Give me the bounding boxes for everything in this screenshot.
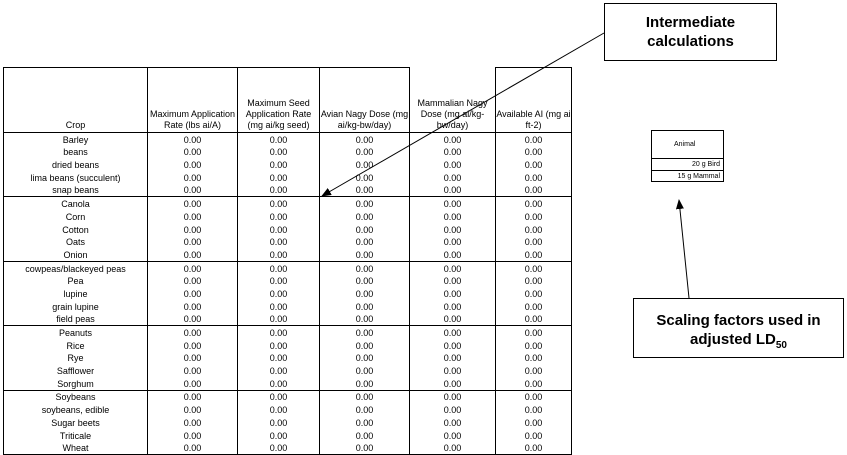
value-cell: 0.00 [410, 313, 496, 326]
value-cell: 0.00 [496, 326, 572, 339]
value-cell: 0.00 [238, 171, 320, 184]
value-cell: 0.00 [496, 223, 572, 236]
value-cell: 0.00 [320, 313, 410, 326]
value-cell: 0.00 [320, 300, 410, 313]
value-cell: 0.00 [238, 248, 320, 261]
crop-cell: Safflower [4, 364, 148, 377]
value-cell: 0.00 [238, 300, 320, 313]
value-cell: 0.00 [238, 377, 320, 390]
value-cell: 0.00 [320, 326, 410, 339]
value-cell: 0.00 [496, 146, 572, 159]
value-cell: 0.00 [410, 210, 496, 223]
header-avian-nagy-dose: Avian Nagy Dose (mg ai/kg-bw/day) [320, 68, 410, 133]
header-max-seed-rate: Maximum Seed Application Rate (mg ai/kg seed) [238, 68, 320, 133]
value-cell: 0.00 [320, 261, 410, 274]
value-cell: 0.00 [496, 210, 572, 223]
crop-cell: Canola [4, 197, 148, 210]
value-cell: 0.00 [496, 313, 572, 326]
ld-label: adjusted LD [690, 331, 776, 348]
value-cell: 0.00 [410, 364, 496, 377]
value-cell: 0.00 [320, 364, 410, 377]
value-cell: 0.00 [496, 275, 572, 288]
crop-cell: grain lupine [4, 300, 148, 313]
value-cell: 0.00 [496, 261, 572, 274]
value-cell: 0.00 [148, 364, 238, 377]
value-cell: 0.00 [410, 442, 496, 455]
value-cell: 0.00 [148, 326, 238, 339]
value-cell: 0.00 [148, 390, 238, 403]
crop-cell: Oats [4, 236, 148, 249]
value-cell: 0.00 [238, 313, 320, 326]
value-cell: 0.00 [238, 287, 320, 300]
value-cell: 0.00 [410, 146, 496, 159]
value-cell: 0.00 [148, 275, 238, 288]
value-cell: 0.00 [148, 197, 238, 210]
value-cell: 0.00 [320, 429, 410, 442]
value-cell: 0.00 [496, 377, 572, 390]
value-cell: 0.00 [238, 133, 320, 146]
value-cell: 0.00 [148, 403, 238, 416]
value-cell: 0.00 [238, 364, 320, 377]
value-cell: 0.00 [238, 197, 320, 210]
value-cell: 0.00 [148, 146, 238, 159]
value-cell: 0.00 [238, 442, 320, 455]
value-cell: 0.00 [410, 275, 496, 288]
value-cell: 0.00 [496, 287, 572, 300]
value-cell: 0.00 [320, 210, 410, 223]
crop-cell: soybeans, edible [4, 403, 148, 416]
value-cell: 0.00 [496, 300, 572, 313]
header-available-ai: Available AI (mg ai ft-2) [496, 68, 572, 133]
value-cell: 0.00 [320, 442, 410, 455]
value-cell: 0.00 [148, 248, 238, 261]
crop-cell: Rye [4, 352, 148, 365]
value-cell: 0.00 [320, 339, 410, 352]
crop-cell: lupine [4, 287, 148, 300]
value-cell: 0.00 [410, 339, 496, 352]
value-cell: 0.00 [148, 429, 238, 442]
crop-cell: Soybeans [4, 390, 148, 403]
value-cell: 0.00 [238, 223, 320, 236]
value-cell: 0.00 [148, 236, 238, 249]
crop-cell: beans [4, 146, 148, 159]
value-cell: 0.00 [410, 248, 496, 261]
crop-cell: Sorghum [4, 377, 148, 390]
value-cell: 0.00 [410, 133, 496, 146]
value-cell: 0.00 [320, 171, 410, 184]
value-cell: 0.00 [148, 352, 238, 365]
value-cell: 0.00 [496, 390, 572, 403]
value-cell: 0.00 [238, 352, 320, 365]
value-cell: 0.00 [238, 236, 320, 249]
value-cell: 0.00 [238, 261, 320, 274]
value-cell: 0.00 [320, 236, 410, 249]
header-max-app-rate: Maximum Application Rate (lbs ai/A) [148, 68, 238, 133]
crop-cell: Rice [4, 339, 148, 352]
value-cell: 0.00 [496, 352, 572, 365]
value-cell: 0.00 [496, 133, 572, 146]
value-cell: 0.00 [410, 403, 496, 416]
crop-cell: Onion [4, 248, 148, 261]
value-cell: 0.00 [238, 339, 320, 352]
value-cell: 0.00 [320, 146, 410, 159]
value-cell: 0.00 [410, 326, 496, 339]
intermediate-arrow [322, 33, 604, 196]
value-cell: 0.00 [238, 184, 320, 197]
value-cell: 0.00 [496, 429, 572, 442]
crop-cell: Wheat [4, 442, 148, 455]
value-cell: 0.00 [320, 184, 410, 197]
value-cell: 0.00 [496, 339, 572, 352]
value-cell: 0.00 [238, 210, 320, 223]
value-cell: 0.00 [496, 197, 572, 210]
value-cell: 0.00 [496, 248, 572, 261]
crop-cell: Corn [4, 210, 148, 223]
value-cell: 0.00 [496, 416, 572, 429]
callout-line: calculations [647, 33, 734, 50]
header-mammalian-nagy-dose: Mammalian Nagy Dose (mg ai/kg-bw/day) [410, 68, 496, 133]
value-cell: 0.00 [148, 133, 238, 146]
crop-cell: cowpeas/blackeyed peas [4, 261, 148, 274]
value-cell: 0.00 [148, 300, 238, 313]
value-cell: 0.00 [238, 429, 320, 442]
value-cell: 0.00 [410, 300, 496, 313]
value-cell: 0.00 [410, 377, 496, 390]
value-cell: 0.00 [148, 416, 238, 429]
value-cell: 0.00 [238, 146, 320, 159]
crop-cell: Pea [4, 275, 148, 288]
value-cell: 0.00 [148, 313, 238, 326]
crop-cell: Peanuts [4, 326, 148, 339]
animal-row-bird: 20 g Bird [652, 159, 723, 171]
callout-line: Scaling factors used in [656, 312, 821, 329]
value-cell: 0.00 [238, 416, 320, 429]
value-cell: 0.00 [320, 158, 410, 171]
value-cell: 0.00 [320, 287, 410, 300]
crop-cell: lima beans (succulent) [4, 171, 148, 184]
value-cell: 0.00 [320, 390, 410, 403]
scaling-arrow [679, 200, 689, 298]
value-cell: 0.00 [148, 210, 238, 223]
ld-subscript: 50 [775, 340, 787, 351]
value-cell: 0.00 [148, 261, 238, 274]
value-cell: 0.00 [410, 390, 496, 403]
value-cell: 0.00 [410, 197, 496, 210]
crop-cell: snap beans [4, 184, 148, 197]
value-cell: 0.00 [238, 158, 320, 171]
crop-cell: Cotton [4, 223, 148, 236]
value-cell: 0.00 [320, 248, 410, 261]
value-cell: 0.00 [148, 158, 238, 171]
value-cell: 0.00 [496, 158, 572, 171]
value-cell: 0.00 [148, 377, 238, 390]
value-cell: 0.00 [320, 275, 410, 288]
crop-cell: Triticale [4, 429, 148, 442]
value-cell: 0.00 [320, 403, 410, 416]
value-cell: 0.00 [496, 442, 572, 455]
value-cell: 0.00 [410, 261, 496, 274]
crop-cell: field peas [4, 313, 148, 326]
value-cell: 0.00 [320, 197, 410, 210]
value-cell: 0.00 [148, 223, 238, 236]
value-cell: 0.00 [320, 377, 410, 390]
value-cell: 0.00 [410, 429, 496, 442]
value-cell: 0.00 [496, 236, 572, 249]
value-cell: 0.00 [238, 326, 320, 339]
value-cell: 0.00 [496, 171, 572, 184]
value-cell: 0.00 [410, 352, 496, 365]
value-cell: 0.00 [320, 133, 410, 146]
value-cell: 0.00 [148, 184, 238, 197]
value-cell: 0.00 [238, 403, 320, 416]
value-cell: 0.00 [410, 158, 496, 171]
value-cell: 0.00 [320, 416, 410, 429]
header-crop: Crop [4, 68, 148, 133]
value-cell: 0.00 [148, 171, 238, 184]
value-cell: 0.00 [148, 442, 238, 455]
value-cell: 0.00 [496, 184, 572, 197]
value-cell: 0.00 [148, 339, 238, 352]
crop-cell: Sugar beets [4, 416, 148, 429]
value-cell: 0.00 [410, 184, 496, 197]
value-cell: 0.00 [410, 171, 496, 184]
value-cell: 0.00 [410, 287, 496, 300]
value-cell: 0.00 [496, 364, 572, 377]
value-cell: 0.00 [496, 403, 572, 416]
callout-line: Intermediate [645, 14, 736, 31]
value-cell: 0.00 [410, 416, 496, 429]
animal-header: Animal [652, 131, 723, 159]
value-cell: 0.00 [320, 223, 410, 236]
crop-cell: dried beans [4, 158, 148, 171]
crop-cell: Barley [4, 133, 148, 146]
value-cell: 0.00 [320, 352, 410, 365]
animal-row-mammal: 15 g Mammal [677, 173, 720, 180]
value-cell: 0.00 [410, 236, 496, 249]
value-cell: 0.00 [148, 287, 238, 300]
value-cell: 0.00 [410, 223, 496, 236]
value-cell: 0.00 [238, 275, 320, 288]
value-cell: 0.00 [238, 390, 320, 403]
